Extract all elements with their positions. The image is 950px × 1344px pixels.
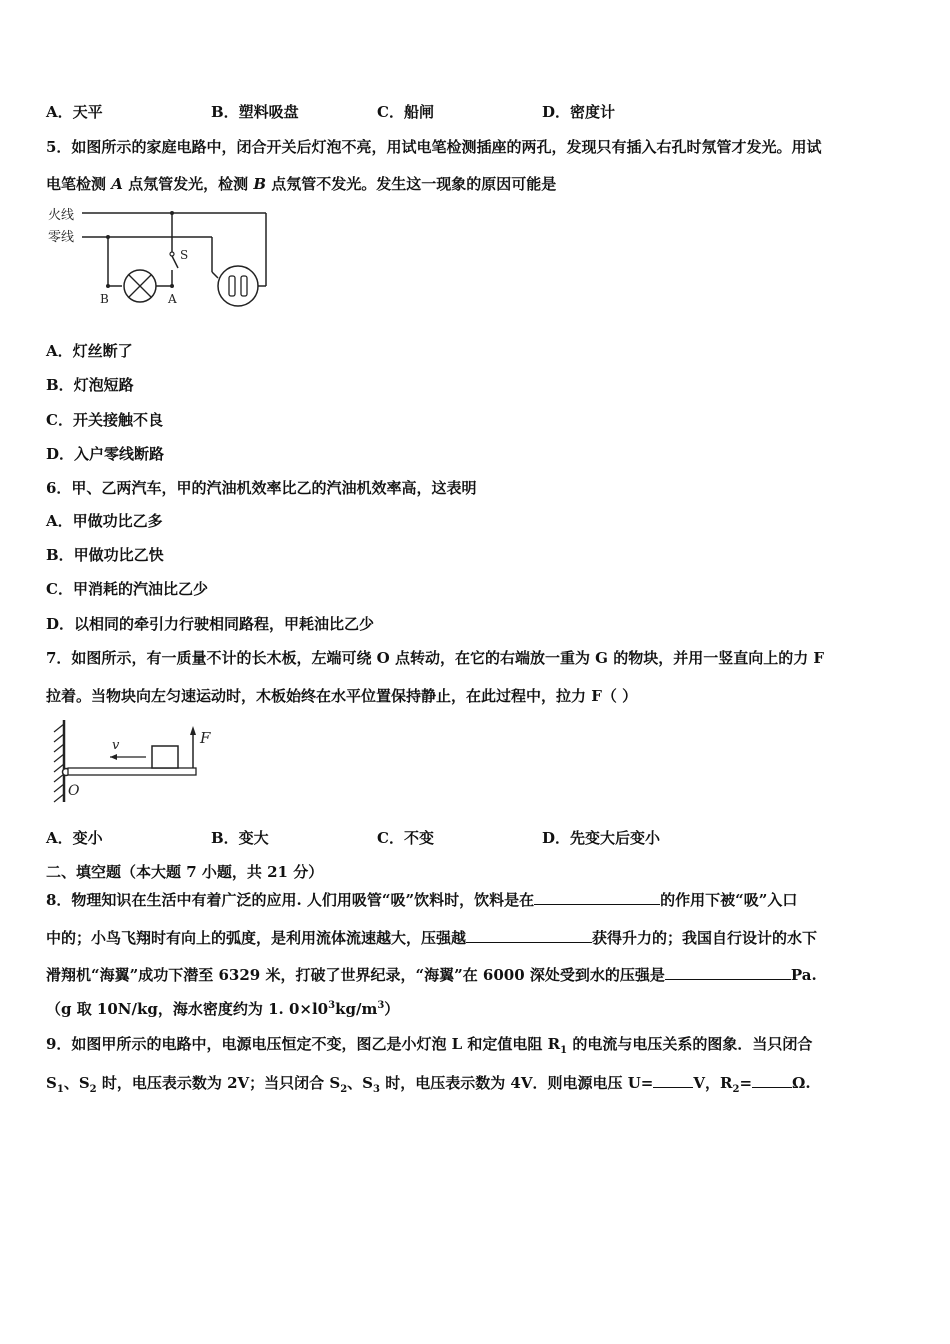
q9-line1: 9．如图甲所示的电路中，电源电压恒定不变，图乙是小灯泡 L 和定值电阻 $R_1$ 的电流与电压关系的图象．当只闭合 [46,1035,813,1056]
q6-option-d: D．以相同的牵引力行驶相同路程，甲耗油比乙少 [46,615,375,633]
q5-switch-label: S [180,248,189,262]
velocity-arrow-icon [110,754,117,760]
q5-circuit-figure [46,202,276,312]
switch-icon [172,256,178,268]
q5-option-b: B．灯泡短路 [46,376,134,394]
q5-point-a-label: A [168,292,177,306]
q8-blank-2[interactable] [466,926,592,943]
q8-line1: 8．物理知识在生活中有着广泛的应用. 人们用吸管“吸”饮料时，饮料是在 的作用下被“吸”入口 [46,888,797,910]
q7-lever-figure [46,718,226,808]
q9-blank-voltage[interactable] [653,1071,693,1088]
q7-board [68,768,196,775]
q6-option-b: B．甲做功比乙快 [46,546,164,564]
q4-option-a: A．天平 [46,103,103,121]
q7-option-a: A．变小 [46,829,103,847]
q5-option-d: D．入户零线断路 [46,445,165,463]
q5-option-c: C．开关接触不良 [46,411,163,429]
q9-blank-resistance[interactable] [752,1071,792,1088]
q8-line3: 滑翔机“海翼”成功下潜至 6329 米，打破了世界纪录，“海翼”在 6000 深处受到水的压强是 Pa. [46,963,817,985]
q5-fire-label: 火线 [48,208,75,223]
q7-option-c: C．不变 [377,829,434,847]
q5-point-b-label: B [100,292,109,306]
section2-heading: 二、填空题（本大题 7 小题，共 21 分） [46,863,324,881]
q7-f-label: F [200,729,211,747]
q6-stem: 6．甲、乙两汽车，甲的汽油机效率比乙的汽油机效率高，这表明 [46,479,477,497]
force-arrow-icon [190,726,196,735]
q8-line2: 中的；小鸟飞翔时有向上的弧度，是利用流体流速越大，压强越 获得升力的；我国自行设计的水下 [46,926,817,948]
q7-stem-line2: 拉着。当物块向左匀速运动时，木板始终在水平位置保持静止，在此过程中，拉力 F（ ） [46,687,638,705]
q6-option-c: C．甲消耗的汽油比乙少 [46,580,208,598]
q8-blank-1[interactable] [534,888,660,905]
q7-option-b: B．变大 [211,829,269,847]
q5-stem-line2: 电笔检测 A 点氖管发光，检测 B 点氖管不发光。发生这一现象的原因可能是 [46,175,557,193]
q4-option-b: B．塑料吸盘 [211,103,299,121]
socket-icon [218,266,258,306]
q6-option-a: A．甲做功比乙多 [46,512,163,530]
q7-block [152,746,178,768]
q5-stem-line1: 5．如图所示的家庭电路中，闭合开关后灯泡不亮，用试电笔检测插座的两孔，发现只有插入右孔时氖管才发光。用试 [46,138,822,156]
q7-stem-line1: 7．如图所示，有一质量不计的长木板，左端可绕 O 点转动，在它的右端放一重为 G 的物块，并用一竖直向上的力 F [46,649,825,667]
q7-option-d: D．先变大后变小 [542,829,661,847]
q8-blank-3[interactable] [665,963,791,980]
q4-option-d: D．密度计 [542,103,616,121]
q5-zero-label: 零线 [48,230,75,245]
q7-v-label: v [112,738,120,753]
q4-option-c: C．船闸 [377,103,434,121]
q9-line2: $S_1$、$S_2$ 时，电压表示数为 2V；当只闭合 $S_2$、$S_3$ 时，电压表示数为 4V．则电源电压 U= V，$R_2= \Omega$. [46,1071,811,1093]
q5-option-a: A．灯丝断了 [46,342,133,360]
q7-o-label: O [68,783,80,799]
q8-line4: （g 取 10N/kg，海水密度约为 1. $0\times l0^3kg/m^3$） [46,1000,400,1018]
